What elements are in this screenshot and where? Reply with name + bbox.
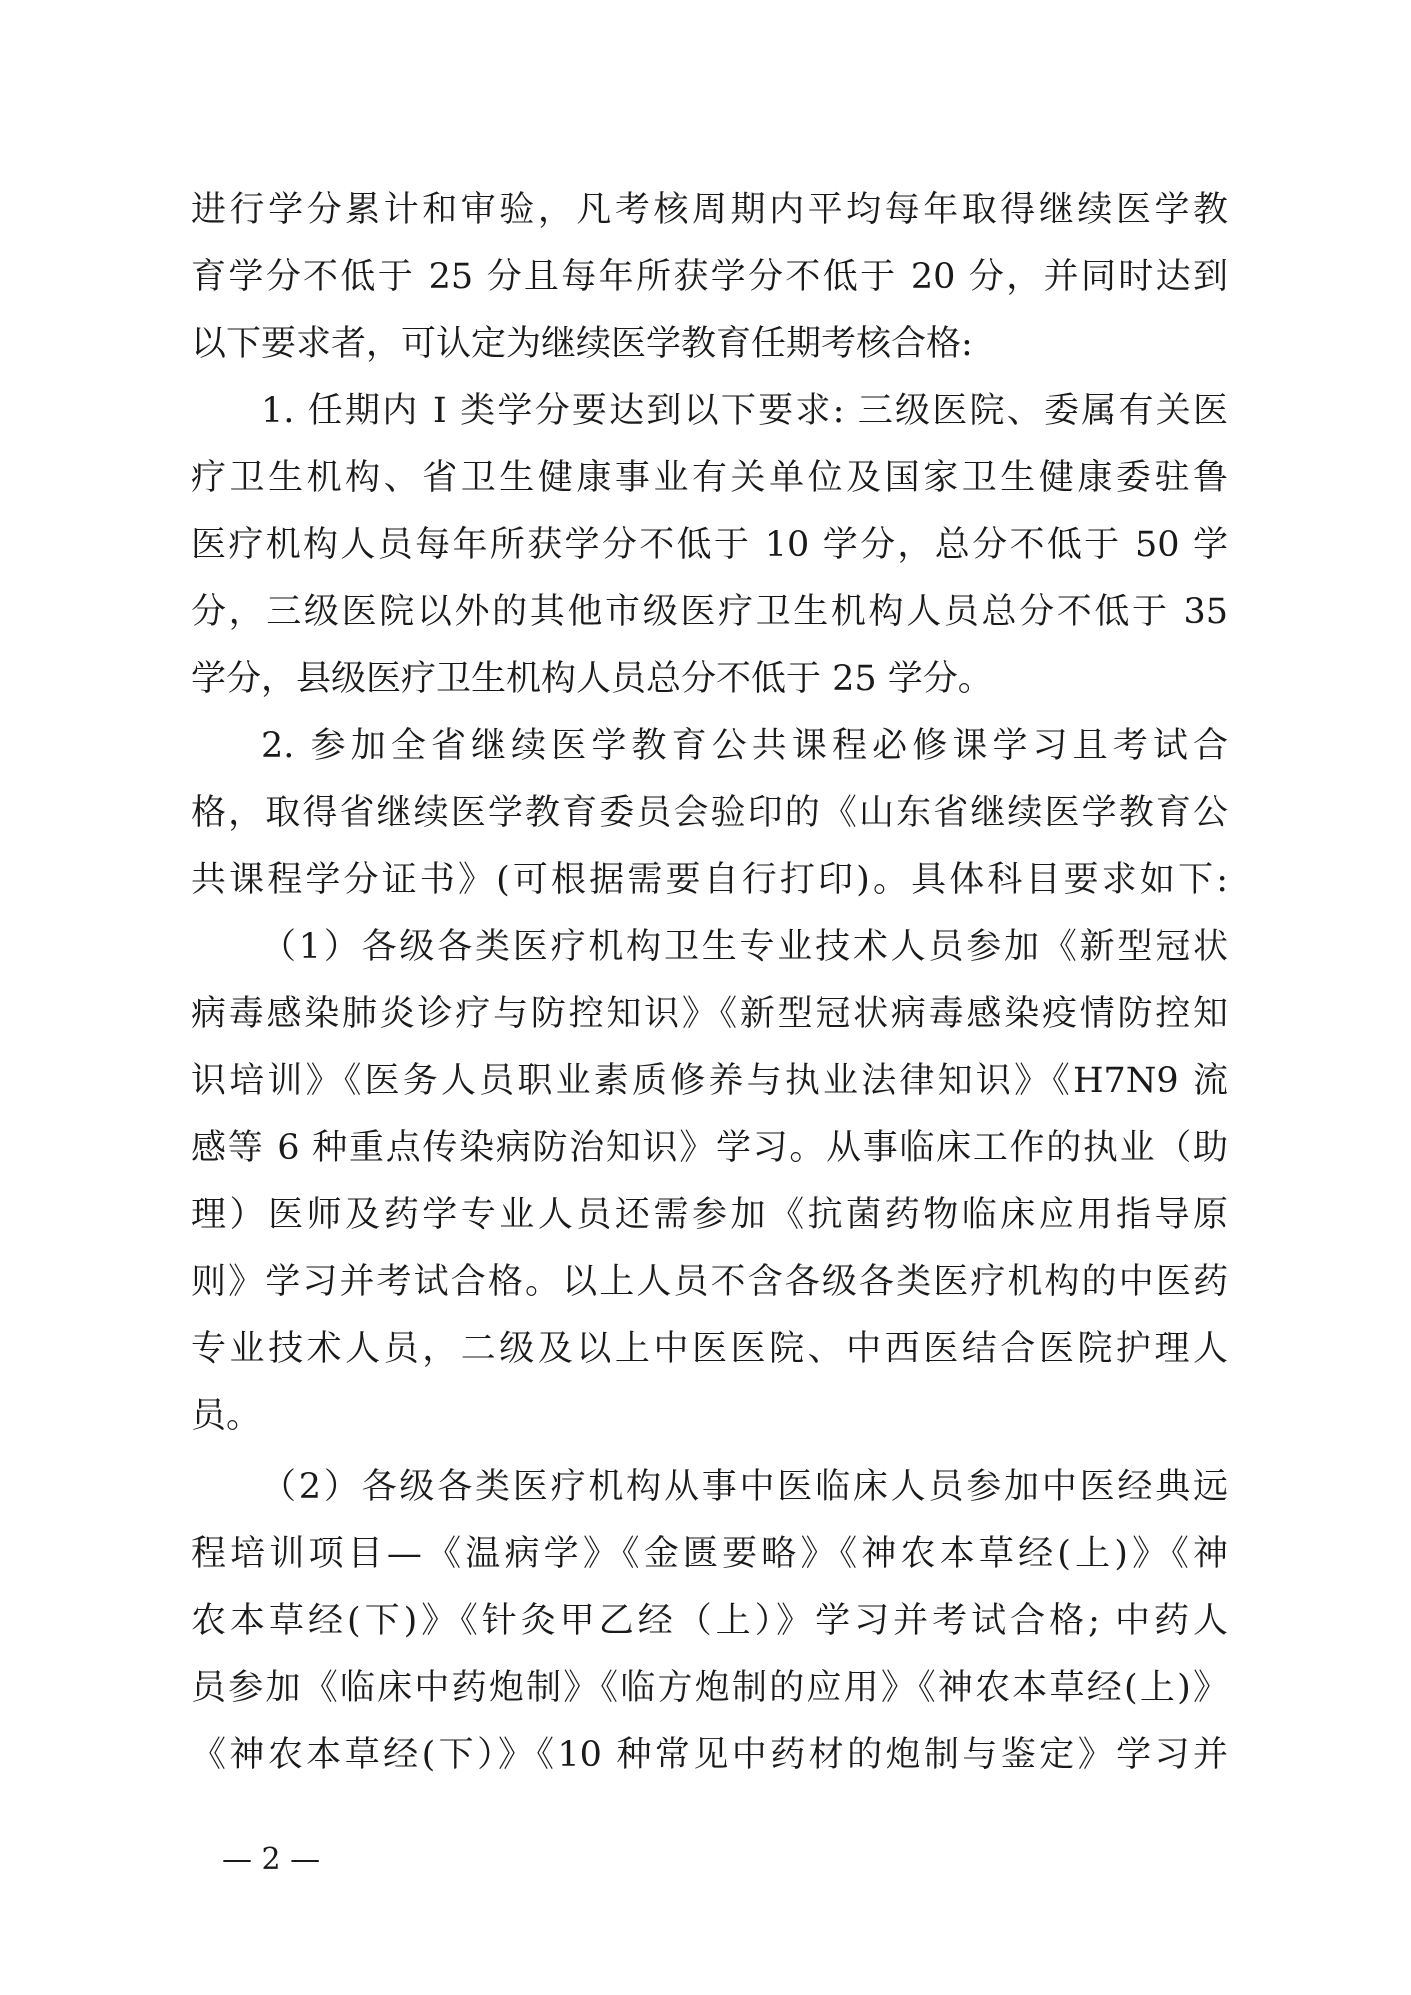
text-line: 1. 任期内 I 类学分要达到以下要求: 三级医院、委属有关医 <box>261 391 1228 431</box>
text-line: 共课程学分证书》(可根据需要自行打印)。具体科目要求如下: <box>191 860 1228 900</box>
text-line: 农本草经(下)》《针灸甲乙经（上）》学习并考试合格; 中药人 <box>191 1601 1228 1641</box>
text-line: 感等 6 种重点传染病防治知识》学习。从事临床工作的执业（助 <box>191 1128 1228 1168</box>
paragraph <box>191 378 1228 713</box>
text-line: 2. 参加全省继续医学教育公共课程必修课学习且考试合 <box>261 726 1228 766</box>
text-line: （2）各级各类医疗机构从事中医临床人员参加中医经典远 <box>261 1467 1228 1507</box>
text-line: 格，取得省继续医学教育委员会验印的《山东省继续医学教育公 <box>191 793 1228 833</box>
text-line: 《神农本草经(下）》《10 种常见中药材的炮制与鉴定》学习并 <box>191 1735 1228 1775</box>
text-line: 疗卫生机构、省卫生健康事业有关单位及国家卫生健康委驻鲁 <box>191 458 1228 498</box>
text-line: 专业技术人员，二级及以上中医医院、中西医结合医院护理人 <box>191 1329 1228 1369</box>
text-line: 进行学分累计和审验，凡考核周期内平均每年取得继续医学教 <box>191 190 1228 230</box>
text-line: 则》学习并考试合格。以上人员不含各级各类医疗机构的中医药 <box>191 1262 1228 1302</box>
text-line: 识培训》《医务人员职业素质修养与执业法律知识》《H7N9 流 <box>191 1061 1228 1101</box>
text-line: （1）各级各类医疗机构卫生专业技术人员参加《新型冠状 <box>261 927 1228 967</box>
text-line: 学分，县级医疗卫生机构人员总分不低于 25 学分。 <box>191 659 993 699</box>
document-body <box>191 177 1228 1789</box>
paragraph <box>191 1454 1228 1789</box>
text-line: 员参加《临床中药炮制》《临方炮制的应用》《神农本草经(上)》 <box>191 1668 1228 1708</box>
paragraph <box>191 914 1228 1450</box>
text-line: 程培训项目—《温病学》《金匮要略》《神农本草经(上)》《神 <box>191 1534 1228 1574</box>
text-line: 员。 <box>191 1396 262 1436</box>
text-line: 以下要求者，可认定为继续医学教育任期考核合格: <box>191 324 973 364</box>
text-line: 理）医师及药学专业人员还需参加《抗菌药物临床应用指导原 <box>191 1195 1228 1235</box>
page-number: — 2 — <box>222 1842 321 1877</box>
text-line: 分，三级医院以外的其他市级医疗卫生机构人员总分不低于 35 <box>191 592 1228 632</box>
text-line: 医疗机构人员每年所获学分不低于 10 学分，总分不低于 50 学 <box>191 525 1228 565</box>
paragraph <box>191 177 1228 378</box>
text-line: 病毒感染肺炎诊疗与防控知识》《新型冠状病毒感染疫情防控知 <box>191 994 1228 1034</box>
text-line: 育学分不低于 25 分且每年所获学分不低于 20 分，并同时达到 <box>191 257 1228 297</box>
paragraph <box>191 713 1228 914</box>
